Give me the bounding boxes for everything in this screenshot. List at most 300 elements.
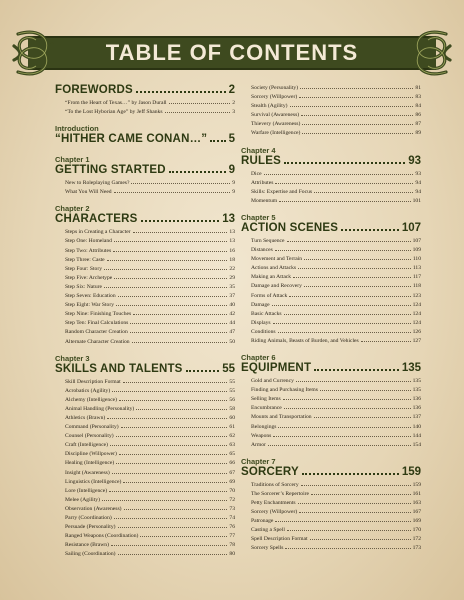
dot-leader — [123, 382, 228, 383]
toc-entry[interactable] — [241, 432, 421, 441]
toc-entry[interactable] — [55, 541, 235, 550]
toc-entry[interactable] — [241, 481, 421, 490]
page-number: 35 — [229, 283, 235, 290]
dot-leader — [296, 381, 411, 382]
dot-leader — [278, 332, 411, 333]
toc-section-heading[interactable] — [55, 164, 235, 176]
toc-entry[interactable] — [55, 532, 235, 541]
dot-leader — [114, 192, 231, 193]
dot-leader — [123, 482, 227, 483]
entry-title: Society (Personality) — [251, 85, 299, 91]
toc-entry[interactable] — [55, 237, 235, 246]
dot-leader — [285, 548, 410, 549]
dot-leader — [299, 97, 413, 98]
toc-entry[interactable] — [55, 292, 235, 301]
dot-leader — [112, 391, 227, 392]
dot-leader — [300, 88, 413, 89]
toc-entry[interactable] — [241, 282, 421, 291]
page-number: 9 — [232, 189, 235, 196]
dot-leader — [284, 408, 411, 409]
toc-entry[interactable] — [55, 405, 235, 414]
toc-entry[interactable] — [55, 432, 235, 441]
page-number: 44 — [229, 320, 235, 327]
page-number: 22 — [229, 265, 235, 272]
page-number: 154 — [412, 441, 421, 448]
entry-title: Healing (Intelligence) — [65, 460, 115, 467]
page-number: 84 — [415, 103, 421, 110]
page-number: 118 — [412, 283, 421, 290]
chapter-label: Chapter 7 — [241, 456, 276, 466]
dot-leader — [278, 427, 410, 428]
toc-section-heading[interactable] — [241, 155, 421, 167]
page-number: 144 — [412, 432, 421, 439]
page-number: 37 — [229, 293, 235, 300]
entry-title: Weapons — [251, 432, 272, 439]
entry-title: Sailing (Coordination) — [65, 551, 116, 558]
toc-entry[interactable] — [241, 111, 421, 120]
dot-leader — [361, 341, 411, 342]
section-title: “HITHER CAME CONAN…” — [55, 133, 208, 146]
dot-leader — [113, 251, 227, 252]
dot-leader — [298, 268, 411, 269]
entry-title: Belongings — [251, 423, 277, 430]
page-number: 58 — [229, 405, 235, 412]
entry-title: Step Nine: Finishing Touches — [65, 311, 132, 318]
entry-title: “To the Lost Hyborian Age” by Jeff Shanks — [65, 109, 163, 116]
dot-leader — [302, 473, 399, 475]
entry-title: Step One: Homeland — [65, 238, 112, 245]
title-banner — [28, 36, 436, 70]
toc-entry[interactable] — [55, 505, 235, 514]
chapter-label: Chapter 3 — [55, 353, 90, 363]
page-number: 2 — [232, 100, 235, 106]
dot-leader — [109, 491, 227, 492]
page-number: 87 — [415, 121, 421, 128]
toc-entry[interactable] — [55, 274, 235, 283]
page-number: 70 — [229, 487, 235, 494]
dot-leader — [283, 399, 411, 400]
entry-title: Persuade (Personality) — [65, 524, 116, 531]
dot-leader — [304, 286, 411, 287]
dot-leader — [136, 409, 227, 410]
dot-leader — [279, 201, 411, 202]
toc-entry[interactable] — [241, 179, 421, 188]
page-number: 140 — [412, 423, 421, 430]
section-title: GETTING STARTED — [55, 164, 166, 177]
entry-title: “From the Heart of Texas…” by Jason Durall — [65, 100, 167, 106]
dot-leader — [169, 171, 226, 173]
page-number: 40 — [229, 302, 235, 309]
entry-title: Linguistics (Intelligence) — [65, 478, 122, 485]
dot-leader — [107, 418, 227, 419]
dot-leader — [301, 485, 411, 486]
toc-entry[interactable] — [55, 514, 235, 523]
toc-entry[interactable] — [55, 550, 235, 559]
dot-leader — [130, 323, 227, 324]
dot-leader — [304, 259, 411, 260]
page-number: 47 — [229, 329, 235, 336]
dot-leader — [273, 323, 411, 324]
dot-leader — [311, 494, 411, 495]
entry-title: Step Ten: Final Calculations — [65, 320, 129, 327]
entry-title: Riding Animals, Beasts of Burden, and Vehicles — [251, 337, 359, 344]
toc-entry[interactable] — [55, 496, 235, 505]
page-number: 94 — [415, 179, 421, 186]
toc-entry[interactable] — [241, 102, 421, 111]
toc-entry[interactable] — [55, 414, 235, 423]
toc-left-column — [55, 84, 235, 559]
toc-entry[interactable] — [55, 283, 235, 292]
dot-leader — [310, 539, 411, 540]
page-number: 73 — [229, 505, 235, 512]
toc-entry[interactable] — [241, 197, 421, 206]
page-number: 74 — [229, 515, 235, 521]
page-number: 124 — [412, 310, 421, 317]
toc-section-heading[interactable] — [55, 133, 235, 145]
dot-leader — [268, 445, 411, 446]
toc-entry[interactable] — [55, 99, 235, 108]
section-title: SKILLS AND TALENTS — [55, 362, 183, 375]
toc-entry[interactable] — [241, 246, 421, 255]
entry-title: Observation (Awareness) — [65, 505, 122, 512]
entry-title: Resistance (Brawn) — [65, 542, 109, 549]
page-number: 16 — [229, 247, 235, 254]
toc-entry[interactable] — [241, 310, 421, 319]
page-number: 42 — [229, 311, 235, 318]
toc-entry[interactable] — [241, 170, 421, 179]
page-number: 55 — [222, 362, 235, 375]
page-number: 81 — [415, 85, 421, 91]
dot-leader — [130, 332, 228, 333]
dot-leader — [165, 112, 231, 113]
dot-leader — [114, 518, 228, 519]
toc-entry[interactable] — [241, 319, 421, 328]
entry-title: Thievery (Awareness) — [251, 121, 301, 128]
toc-entry[interactable] — [241, 255, 421, 264]
entry-title: Conditions — [251, 328, 276, 335]
toc-entry[interactable] — [55, 265, 235, 274]
toc-entry[interactable] — [55, 423, 235, 432]
entry-title: Warfare (Intelligence) — [251, 130, 301, 137]
page-number: 66 — [229, 460, 235, 467]
entry-title: Alchemy (Intelligence) — [65, 396, 118, 403]
page-number: 62 — [229, 433, 235, 440]
dot-leader — [140, 536, 227, 537]
entry-title: Casting a Spell — [251, 527, 285, 534]
toc-entry[interactable] — [241, 413, 421, 422]
page-number: 69 — [229, 478, 235, 485]
toc-entry[interactable] — [55, 450, 235, 459]
toc-entry[interactable] — [55, 459, 235, 468]
page-number: 159 — [401, 465, 421, 478]
entry-title: Sorcery Spells — [251, 545, 284, 552]
entry-title: Dice — [251, 170, 262, 177]
toc-entry[interactable] — [241, 84, 421, 93]
toc-entry[interactable] — [55, 301, 235, 310]
entry-title: Gold and Currency — [251, 378, 294, 385]
entry-title: Lore (Intelligence) — [65, 487, 108, 494]
entry-title: Distances — [251, 247, 273, 254]
toc-entry[interactable] — [55, 188, 235, 197]
dot-leader — [169, 103, 231, 104]
entry-title: Spell Description Format — [251, 536, 308, 543]
page-number: 67 — [229, 469, 235, 476]
dot-leader — [301, 115, 413, 116]
dot-leader — [119, 454, 228, 455]
toc-section-heading[interactable] — [55, 84, 235, 96]
dot-leader — [114, 241, 227, 242]
page-number: 9 — [232, 180, 235, 187]
entry-title: Stealth (Agility) — [251, 103, 288, 110]
entry-title: Discipline (Willpower) — [65, 451, 117, 458]
entry-title: Survival (Awareness) — [251, 112, 300, 119]
toc-entry[interactable] — [241, 499, 421, 508]
entry-title: Melee (Agility) — [65, 496, 100, 503]
page-number: 136 — [412, 405, 421, 412]
toc-entry[interactable] — [241, 337, 421, 346]
dot-leader — [132, 342, 228, 343]
entry-title: Damage — [251, 301, 270, 308]
toc-entry[interactable] — [55, 396, 235, 405]
page-number: 13 — [229, 229, 235, 236]
entry-title: Step Eight: War Story — [65, 302, 115, 309]
entry-title: Making an Attack — [251, 274, 292, 281]
entry-title: Counsel (Personality) — [65, 433, 114, 440]
toc-entry[interactable] — [241, 508, 421, 517]
entry-title: Mounts and Transportation — [251, 414, 312, 421]
dot-leader — [119, 400, 227, 401]
toc-entry[interactable] — [241, 273, 421, 282]
toc-entry[interactable] — [241, 395, 421, 404]
page-number: 13 — [229, 238, 235, 245]
page-number: 173 — [412, 545, 421, 552]
toc-entry[interactable] — [55, 256, 235, 265]
toc-entry[interactable] — [55, 179, 235, 188]
chapter-label: Introduction — [55, 124, 99, 134]
dot-leader — [186, 370, 220, 372]
dot-leader — [284, 162, 405, 164]
page-number: 135 — [401, 362, 421, 375]
section-title: CHARACTERS — [55, 213, 138, 226]
toc-entry[interactable] — [241, 441, 421, 450]
toc-entry[interactable] — [55, 328, 235, 337]
toc-entry[interactable] — [241, 328, 421, 337]
entry-title: The Sorcerer’s Repertoire — [251, 490, 309, 497]
dot-leader — [272, 305, 411, 306]
toc-entry[interactable] — [55, 441, 235, 450]
toc-entry[interactable] — [55, 487, 235, 496]
toc-entry[interactable] — [55, 469, 235, 478]
toc-entry[interactable] — [241, 301, 421, 310]
toc-entry[interactable] — [241, 377, 421, 386]
section-title: SORCERY — [241, 465, 299, 478]
toc-entry[interactable] — [241, 544, 421, 553]
page-number: 163 — [412, 500, 421, 506]
toc-entry[interactable] — [241, 490, 421, 499]
toc-entry[interactable] — [55, 387, 235, 396]
dot-leader — [104, 269, 227, 270]
entry-title: What You Will Need — [65, 189, 112, 196]
entry-title: Acrobatics (Agility) — [65, 387, 111, 394]
page-number: 93 — [408, 154, 421, 167]
toc-entry[interactable] — [241, 120, 421, 129]
dot-leader — [118, 554, 228, 555]
page-number: 159 — [412, 481, 421, 488]
toc-entry[interactable] — [55, 247, 235, 256]
dot-leader — [293, 277, 411, 278]
page-number: 117 — [412, 274, 421, 281]
entry-title: Forms of Attack — [251, 292, 288, 299]
page-number: 60 — [229, 414, 235, 421]
toc-right-column — [241, 84, 421, 554]
page-number: 72 — [229, 496, 235, 503]
section-title: EQUIPMENT — [241, 362, 312, 375]
dot-leader — [210, 140, 225, 142]
page-number: 137 — [412, 414, 421, 421]
page-number: 13 — [222, 213, 235, 226]
entry-title: Sorcery (Willpower) — [251, 94, 298, 101]
dot-leader — [320, 390, 411, 391]
dot-leader — [112, 473, 228, 474]
entry-title: Movement and Terrain — [251, 256, 303, 263]
toc-entry[interactable] — [241, 237, 421, 246]
page-number: 80 — [229, 551, 235, 558]
page-number: 170 — [412, 527, 421, 534]
toc-entry[interactable] — [241, 386, 421, 395]
entry-title: Step Four: Story — [65, 265, 102, 272]
page-number: 124 — [412, 319, 421, 326]
dot-leader — [136, 91, 226, 93]
page-title: TABLE OF CONTENTS — [105, 40, 359, 65]
page-number: 18 — [229, 256, 235, 263]
entry-title: Command (Personality) — [65, 424, 119, 431]
page-number: 109 — [412, 247, 421, 254]
celtic-knot-icon — [8, 26, 58, 80]
entry-title: Insight (Awareness) — [65, 469, 110, 476]
page-number: 55 — [229, 378, 235, 385]
dot-leader — [314, 369, 399, 371]
toc-entry[interactable] — [55, 108, 235, 117]
page-number: 124 — [412, 301, 421, 308]
entry-title: Actions and Attacks — [251, 265, 297, 272]
toc-section-heading[interactable] — [241, 222, 421, 234]
entry-title: Basic Attacks — [251, 310, 282, 317]
page-number: 113 — [412, 265, 421, 272]
toc-section-heading[interactable] — [241, 362, 421, 374]
dot-leader — [299, 512, 410, 513]
dot-leader — [116, 305, 227, 306]
entry-title: Athletics (Brawn) — [65, 414, 106, 421]
toc-entry[interactable] — [241, 93, 421, 102]
toc-entry[interactable] — [241, 526, 421, 535]
toc-entry[interactable] — [241, 264, 421, 273]
page-number: 63 — [229, 442, 235, 449]
page-number: 89 — [415, 130, 421, 137]
entry-title: Armor — [251, 441, 266, 448]
page-number: 56 — [229, 396, 235, 403]
page-number: 3 — [232, 109, 235, 116]
entry-title: Petty Enchantments — [251, 500, 296, 506]
page-number: 101 — [412, 197, 421, 204]
dot-leader — [264, 174, 414, 175]
chapter-label: Chapter 4 — [241, 145, 276, 155]
page-number: 135 — [412, 378, 421, 385]
dot-leader — [314, 192, 413, 193]
toc-entry[interactable] — [55, 310, 235, 319]
entry-title: Craft (Intelligence) — [65, 442, 109, 449]
entry-title: Skills: Expertise and Focus — [251, 188, 313, 195]
page-number: 161 — [412, 490, 421, 497]
toc-entry[interactable] — [55, 523, 235, 532]
toc-entry[interactable] — [241, 404, 421, 413]
dot-leader — [116, 436, 228, 437]
toc-entry[interactable] — [241, 535, 421, 544]
entry-title: Parry (Coordination) — [65, 515, 112, 521]
page-number: 167 — [412, 509, 421, 516]
toc-entry[interactable] — [55, 319, 235, 328]
dot-leader — [114, 278, 227, 279]
entry-title: Step Seven: Education — [65, 293, 116, 300]
entry-title: Turn Sequence — [251, 237, 285, 244]
dot-leader — [273, 436, 410, 437]
dot-leader — [110, 445, 227, 446]
dot-leader — [102, 500, 227, 501]
page-number: 29 — [229, 274, 235, 281]
entry-title: Animal Handling (Personality) — [65, 405, 135, 412]
chapter-label: Chapter 6 — [241, 353, 276, 363]
toc-entry[interactable] — [241, 292, 421, 301]
page-number: 94 — [415, 188, 421, 195]
entry-title: Damage and Recovery — [251, 283, 302, 290]
section-title: ACTION SCENES — [241, 221, 339, 234]
toc-entry[interactable] — [241, 129, 421, 138]
dot-leader — [124, 509, 228, 510]
toc-section-heading[interactable] — [55, 213, 235, 225]
dot-leader — [131, 183, 230, 184]
toc-entry[interactable] — [241, 188, 421, 197]
dot-leader — [275, 250, 411, 251]
entry-title: Encumbrance — [251, 405, 282, 412]
entry-title: Patronage — [251, 518, 274, 525]
toc-entry[interactable] — [241, 423, 421, 432]
dot-leader — [104, 287, 227, 288]
toc-section-heading[interactable] — [55, 363, 235, 375]
toc-entry[interactable] — [241, 517, 421, 526]
page-number: 110 — [412, 256, 421, 263]
dot-leader — [290, 106, 414, 107]
dot-leader — [275, 183, 413, 184]
toc-section-heading[interactable] — [241, 466, 421, 478]
toc-entry[interactable] — [55, 478, 235, 487]
dot-leader — [341, 229, 399, 231]
toc-entry[interactable] — [55, 228, 235, 237]
entry-title: Steps in Creating a Character — [65, 229, 131, 236]
toc-entry[interactable] — [55, 338, 235, 347]
toc-entry[interactable] — [55, 378, 235, 387]
dot-leader — [133, 232, 228, 233]
entry-title: Step Five: Archetype — [65, 274, 113, 281]
page-number: 55 — [229, 387, 235, 394]
section-title: FOREWORDS — [55, 84, 133, 96]
entry-title: Displays — [251, 319, 271, 326]
dot-leader — [314, 417, 411, 418]
page-number: 127 — [412, 337, 421, 344]
dot-leader — [298, 503, 411, 504]
entry-title: Traditions of Sorcery — [251, 481, 299, 488]
chapter-label: Chapter 2 — [55, 204, 90, 214]
page-number: 107 — [401, 221, 421, 234]
page-number: 5 — [228, 133, 235, 146]
